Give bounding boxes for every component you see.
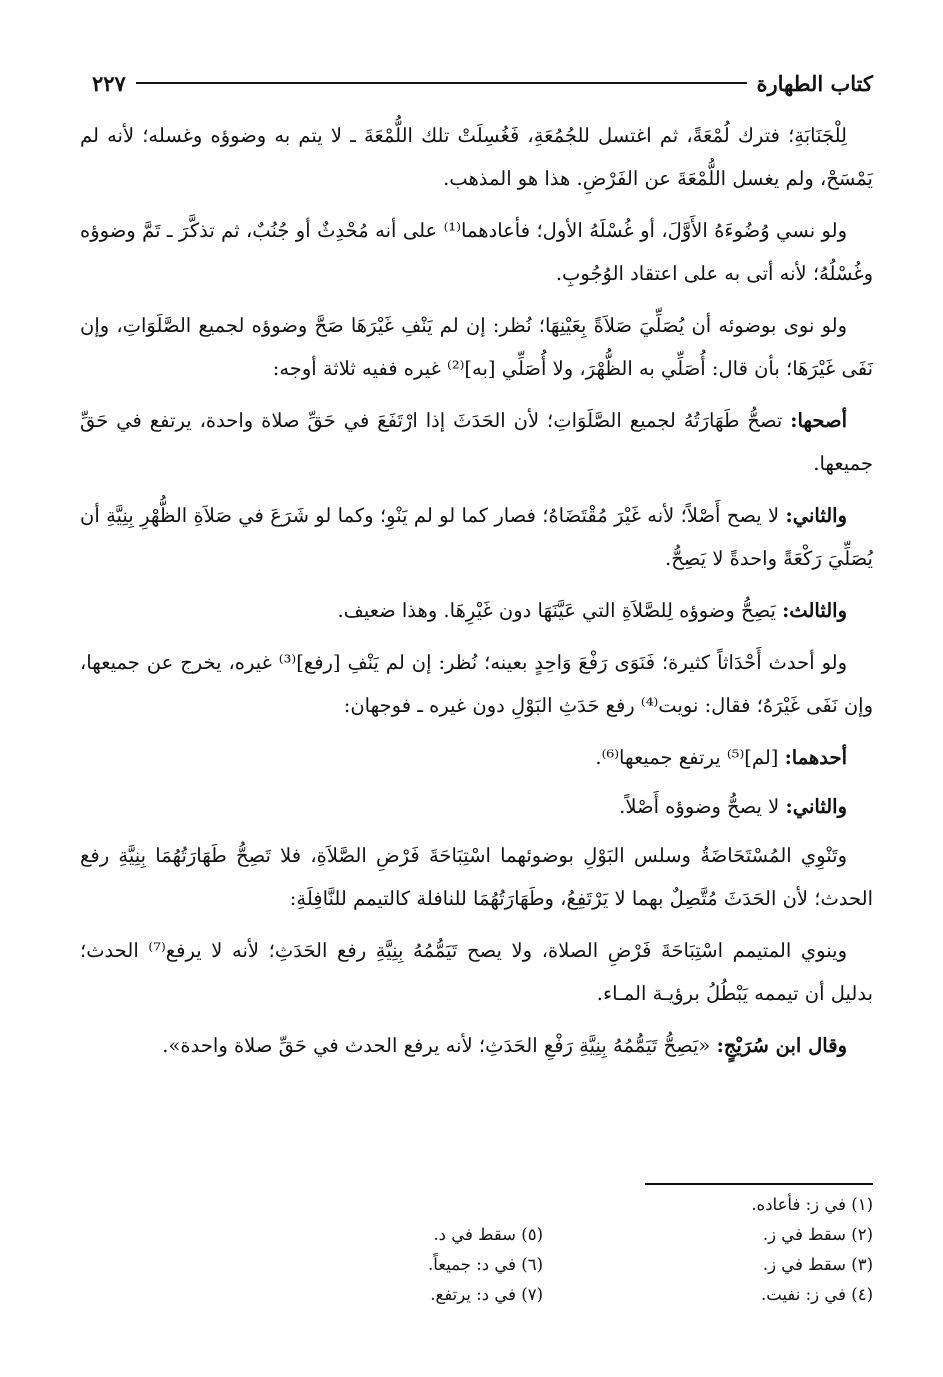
paragraph-text: لا يصح أَصْلاً؛ لأنه غَيْرَ مُقْتَضَاهُ؛ فصار كما لو لم يَنْوِ؛ وكما لو شَرَعَ في صَلاَةِ الظُّهْرِ بِنِيَّةِ أن يُصَلِّيَ رَكْعَةً واحدةً لا يَصِحُّ. [80, 504, 873, 570]
running-header [92, 66, 873, 100]
paragraph-text: «يَصِحُّ تَيَمُّمُهُ بِنِيَّةِ رَفْعِ الحَدَثِ؛ لأنه يرفع الحدث في حَقِّ صلاة واحدة». [162, 1034, 717, 1057]
paragraph-text: ولو أحدث أَحْدَاثاً كثيرة؛ فَنَوَى رَفْعَ وَاحِدٍ بعينه؛ نُظر: إن لم يَنْفِ [رفع]⁽³⁾ غيره، يخرج عن جميعها، وإن نَفَى غَيْرَهُ؛ فقال: نويت⁽⁴⁾ رفع حَدَثِ البَوْلِ دون غيره ـ فوجهان: [80, 651, 873, 717]
paragraph [80, 929, 873, 1015]
paragraph-lead: وقال ابن سُرَيْجٍ: [716, 1034, 847, 1057]
paragraph [80, 641, 873, 727]
header-rule [136, 82, 747, 84]
footnote-row [300, 1190, 873, 1220]
paragraph-text: وتَنْوِي المُسْتَحَاضَةُ وسلس البَوْلِ بوضوئهما اسْتِبَاحَةَ فَرْضِ الصَّلاَةِ، فلا تَصِحُّ طَهَارَتُهُمَا بِنِيَّةِ رفع الحدث؛ لأن الحَدَثَ مُتَّصِلٌ بهما لا يَرْتَفِعُ، وطَهَارَتُهُمَا للنافلة كالتيمم للنَّافِلَةِ: [80, 844, 873, 910]
footnote: (٥) سقط في د. [433, 1225, 543, 1244]
paragraph-text: [لم]⁽⁵⁾ يرتفع جميعها⁽⁶⁾. [595, 746, 785, 769]
paragraph [80, 589, 873, 632]
main-text [80, 114, 873, 1076]
paragraph-text: يَصِحُّ وضوؤه لِلصَّلاَةِ التي عَيَّنَهَا دون غَيْرِهَا. وهذا ضعيف. [337, 599, 783, 622]
paragraph-text: لِلْجَنَابَةِ؛ فترك لُمْعَةً، ثم اغتسل للجُمُعَةِ، فَغُسِلَتْ تلك اللُّمْعَةَ ـ لا يتم به وضوؤه وغسله؛ لأنه لم يَمْسَحْ، ولم يغسل اللُّمْعَةَ عن الفَرْضِ. هذا هو المذهب. [80, 124, 873, 190]
footnote: (٢) سقط في ز. [762, 1225, 873, 1244]
paragraph [80, 736, 873, 779]
paragraph-text: لا يصحُّ وضوؤه أَصْلاً. [619, 795, 786, 818]
paragraph-text: ولو نوى بوضوئه أن يُصَلِّيَ صَلاَةً بِعَيْنِهَا؛ نُظر: إن لم يَنْفِ غَيْرَهَا صَحَّ وضوؤه لجميع الصَّلَوَاتِ، وإن نَفَى غَيْرَهَا؛ بأن قال: أُصَلِّي به الظُّهْرَ، ولا أُصَلِّي [به]⁽²⁾ غيره ففيه ثلاثة أوجه: [80, 314, 873, 380]
footnote: (٧) في د: يرتفع. [430, 1285, 543, 1304]
footnote-row [300, 1220, 873, 1250]
paragraph [80, 494, 873, 580]
paragraph-lead: والثاني: [785, 795, 847, 818]
paragraph [80, 834, 873, 920]
paragraph-text: وينوي المتيمم اسْتِبَاحَةَ فَرْضِ الصلاة، ولا يصح تَيَمُّمُهُ بِنِيَّةِ رفع الحَدَثِ؛ لأنه لا يرفع⁽⁷⁾ الحدث؛ بدليل أن تيممه يَبْطُلُ برؤيـة المـاء. [80, 939, 873, 1005]
page-number: ٢٢٧ [92, 70, 126, 96]
paragraph [80, 304, 873, 390]
footnote: (١) في ز: فأعاده. [751, 1195, 873, 1214]
footnote: (٦) في د: جميعاً. [428, 1255, 543, 1274]
footnote: (٤) في ز: نفيت. [760, 1285, 873, 1304]
paragraph-text: تصحُّ طَهَارَتُهُ لجميع الصَّلَوَاتِ؛ لأن الحَدَثَ إذا ارْتَفَعَ في حَقِّ صلاة واحدة، يرتفع في حَقِّ جميعها. [80, 409, 873, 475]
paragraph [80, 785, 873, 828]
paragraph [80, 399, 873, 485]
footnote-row [300, 1280, 873, 1310]
paragraph-lead: أحدهما: [784, 746, 847, 769]
paragraph-lead: والثالث: [782, 599, 847, 622]
footnote-divider [645, 1183, 873, 1185]
chapter-title: كتاب الطهارة [756, 70, 873, 96]
paragraph [80, 209, 873, 295]
paragraph [80, 114, 873, 200]
paragraph-lead: أصحها: [790, 409, 847, 432]
paragraph-text: ولو نسي وُضُوءَهُ الأَوَّلَ، أو غُسْلَهُ الأول؛ فأعادهما⁽¹⁾ على أنه مُحْدِثٌ أو جُنُبٌ، ثم تذكَّرَ ـ تَمَّ وضوؤه وغُسْلُهُ؛ لأنه أتى به على اعتقاد الوُجُوبِ. [80, 219, 873, 285]
footnote: (٣) سقط في ز. [762, 1255, 873, 1274]
footnote-row [300, 1250, 873, 1280]
paragraph-lead: والثاني: [785, 504, 847, 527]
footnotes [300, 1190, 873, 1310]
paragraph [80, 1024, 873, 1067]
